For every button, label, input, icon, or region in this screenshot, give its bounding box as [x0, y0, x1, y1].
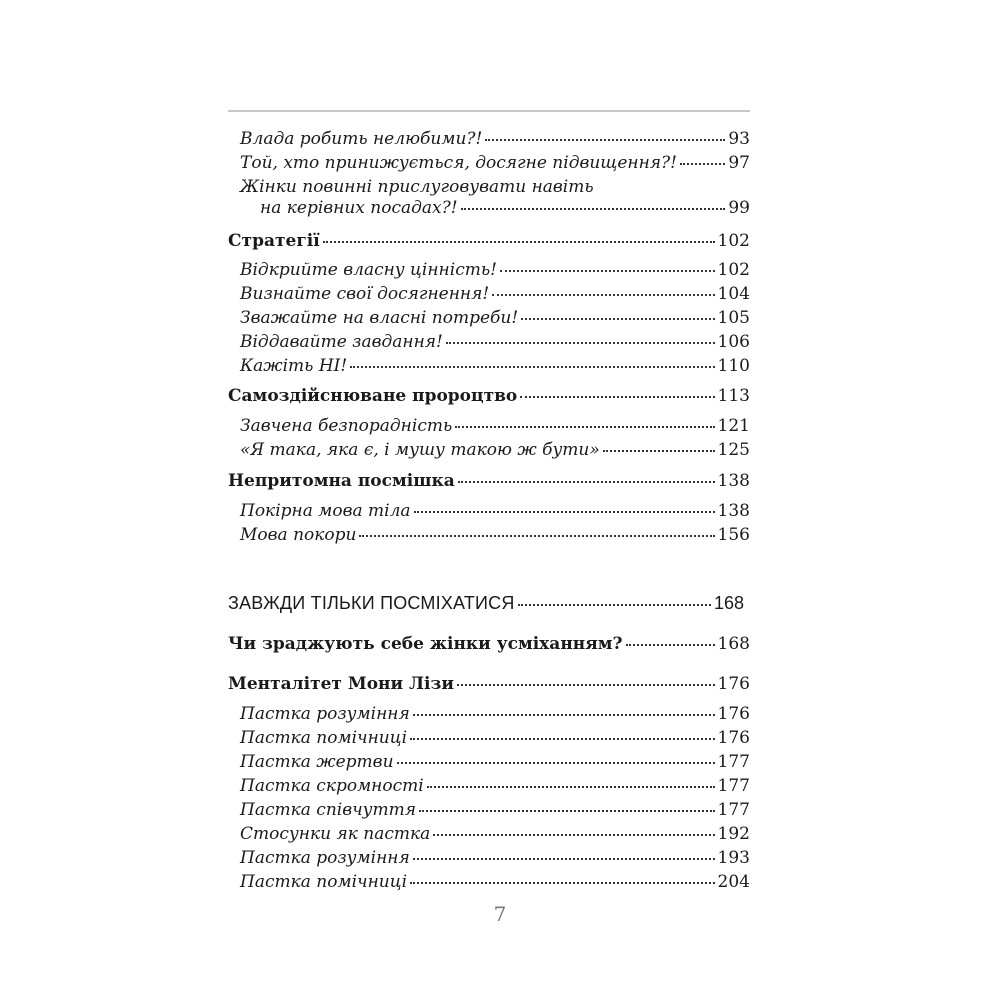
toc-entry-page: 177 — [717, 752, 750, 772]
toc-entry-page: 106 — [717, 332, 750, 352]
toc-entry-title: Влада робить нелюбими?! — [240, 129, 483, 149]
dot-leader — [413, 714, 715, 716]
toc-entry — [228, 703, 750, 725]
toc-entry-page: 156 — [717, 525, 750, 545]
toc-entry-page: 97 — [728, 153, 750, 173]
toc-entry-title: Пастка розуміння — [240, 848, 410, 868]
toc-entry-title: «Я така, яка є, і мушу такою ж бути» — [240, 440, 600, 460]
toc-section-title: Менталітет Мони Лізи — [228, 674, 454, 694]
dot-leader — [518, 604, 711, 606]
toc-entry — [228, 524, 750, 546]
toc-entry — [228, 283, 750, 305]
toc-section-page: 102 — [717, 231, 750, 251]
toc-entry-page: 193 — [717, 848, 750, 868]
toc-entry-title: Пастка помічниці — [240, 728, 408, 748]
toc-entry-page: 204 — [717, 872, 750, 892]
toc-entry-title-line1: Жінки повинні прислуговувати навіть — [240, 177, 594, 197]
toc-entry-page: 177 — [717, 776, 750, 796]
toc-entry — [228, 152, 750, 174]
toc-entry-page: 99 — [728, 198, 750, 218]
toc-entry — [228, 871, 750, 893]
dot-leader — [414, 511, 715, 513]
toc-section-page: 138 — [717, 471, 750, 491]
toc-entry-page: 125 — [717, 440, 750, 460]
toc-section — [228, 470, 750, 492]
toc-entry — [228, 847, 750, 869]
toc-section-page: 176 — [717, 674, 750, 694]
toc-section-title: Непритомна посмішка — [228, 471, 455, 491]
dot-leader — [492, 294, 714, 296]
toc-part — [228, 592, 744, 614]
toc-entry-title: Стосунки як пастка — [240, 824, 431, 844]
dot-leader — [350, 366, 714, 368]
toc-section-page: 113 — [717, 386, 750, 406]
toc-entry-title: Зважайте на власні потреби! — [240, 308, 519, 328]
toc-entry-title: Визнайте свої досягнення! — [240, 284, 490, 304]
toc-entry — [228, 823, 750, 845]
toc-entry — [228, 799, 750, 821]
table-of-contents — [228, 0, 750, 1000]
toc-entry-title: Віддавайте завдання! — [240, 332, 443, 352]
toc-entry-title: Пастка помічниці — [240, 872, 408, 892]
toc-entry — [228, 751, 750, 773]
dot-leader — [680, 163, 725, 165]
toc-entry-page: 104 — [717, 284, 750, 304]
dot-leader — [500, 270, 715, 272]
dot-leader — [446, 342, 715, 344]
dot-leader — [458, 481, 715, 483]
toc-entry-page: 105 — [717, 308, 750, 328]
dot-leader — [427, 786, 715, 788]
toc-section — [228, 633, 750, 655]
dot-leader — [457, 684, 715, 686]
toc-entry-title: Той, хто принижується, досягне підвищення?! — [240, 153, 677, 173]
toc-entry — [228, 500, 750, 522]
dot-leader — [397, 762, 715, 764]
toc-entry-page: 176 — [717, 728, 750, 748]
toc-section-title: Самоздійснюване пророцтво — [228, 386, 518, 406]
toc-entry — [228, 415, 750, 437]
toc-section-title: Стратегії — [228, 231, 320, 251]
toc-part-page: 168 — [713, 593, 744, 613]
toc-entry-title: Пастка розуміння — [240, 704, 410, 724]
dot-leader — [323, 241, 715, 243]
toc-entry-title: Пастка скромності — [240, 776, 424, 796]
toc-entry-title: Кажіть НІ! — [240, 356, 348, 376]
dot-leader — [603, 450, 715, 452]
toc-entry-title: Пастка співчуття — [240, 800, 417, 820]
toc-entry — [228, 128, 750, 150]
dot-leader — [433, 834, 714, 836]
dot-leader — [485, 139, 725, 141]
toc-entry-page: 192 — [717, 824, 750, 844]
toc-entry — [228, 331, 750, 353]
toc-entry — [228, 307, 750, 329]
toc-section-page: 168 — [717, 634, 750, 654]
toc-entry-page: 176 — [717, 704, 750, 724]
toc-section-title: Чи зраджують себе жінки усміханням? — [228, 634, 623, 654]
dot-leader — [455, 426, 714, 428]
toc-section — [228, 385, 750, 407]
toc-part-title: ЗАВЖДИ ТІЛЬКИ ПОСМІХАТИСЯ — [228, 593, 515, 613]
dot-leader — [626, 644, 715, 646]
toc-section — [228, 230, 750, 252]
toc-entry — [228, 259, 750, 281]
toc-entry — [228, 775, 750, 797]
dot-leader — [521, 318, 714, 320]
toc-entry-page: 121 — [717, 416, 750, 436]
toc-entry-title: Пастка жертви — [240, 752, 394, 772]
toc-entry — [228, 197, 750, 219]
toc-entry-title: Відкрийте власну цінність! — [240, 260, 497, 280]
dot-leader — [410, 738, 715, 740]
toc-entry-page: 110 — [717, 356, 750, 376]
toc-entry-title: Покірна мова тіла — [240, 501, 411, 521]
toc-entry-title: Мова покори — [240, 525, 357, 545]
dot-leader — [410, 882, 715, 884]
toc-entry-page: 138 — [717, 501, 750, 521]
toc-entry-title: на керівних посадах?! — [260, 198, 458, 218]
dot-leader — [419, 810, 715, 812]
toc-entry — [228, 355, 750, 377]
toc-section — [228, 673, 750, 695]
dot-leader — [413, 858, 715, 860]
toc-entry — [228, 439, 750, 461]
dot-leader — [461, 208, 726, 210]
page-number: 7 — [493, 902, 507, 926]
toc-entry-page: 102 — [717, 260, 750, 280]
toc-entry-title: Завчена безпорадність — [240, 416, 453, 436]
dot-leader — [520, 396, 714, 398]
dot-leader — [359, 535, 714, 537]
toc-entry — [228, 727, 750, 749]
toc-entry-page: 93 — [728, 129, 750, 149]
toc-entry-page: 177 — [717, 800, 750, 820]
